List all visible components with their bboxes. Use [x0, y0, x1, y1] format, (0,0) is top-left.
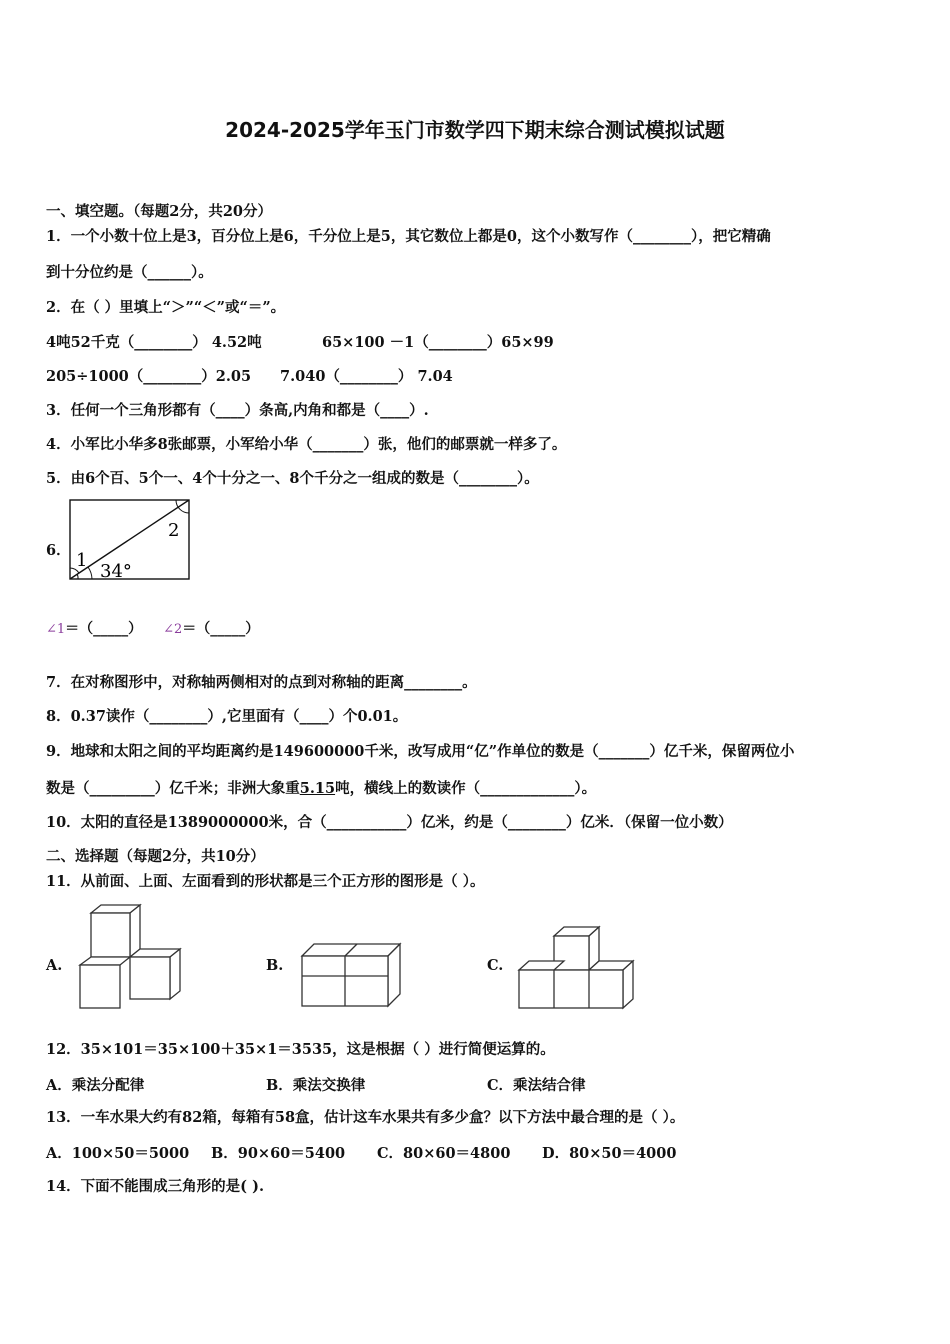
q11-option-a-label: A.	[46, 957, 63, 974]
question-1-line-2: 到十分位约是（______）。	[46, 264, 213, 281]
question-9-line-2	[46, 779, 596, 799]
question-10: 10．太阳的直径是1389000000米，合（___________）亿米，约是（________）亿米．（保留一位小数）	[46, 814, 733, 831]
q11-option-c-cubes	[515, 924, 639, 1014]
question-1-line-1: 1．一个小数十位上是3，百分位上是6，千分位上是5，其它数位上都是0，这个小数写作（________），把它精确	[46, 228, 771, 245]
question-2-row-1-right: 65×100 －1（________）65×99	[322, 334, 554, 351]
page-title: 2024-2025学年玉门市数学四下期末综合测试模拟试题	[225, 118, 725, 142]
q11-option-c-label: C.	[487, 957, 504, 974]
q11-option-b-label: B.	[266, 957, 284, 974]
question-12: 12．35×101＝35×100＋35×1＝3535，这是根据（ ）进行简便运算的。	[46, 1041, 555, 1058]
question-9-line-2-post: 吨，横线上的数读作（_____________）。	[335, 780, 597, 797]
angle-1-symbol: ∠1	[46, 622, 66, 637]
section-choice-heading: 二、选择题（每题2分，共10分）	[46, 848, 265, 865]
q11-option-b-cubes	[298, 940, 404, 1012]
q12-option-a: A．乘法分配律	[46, 1077, 145, 1094]
question-9-line-1: 9．地球和太阳之间的平均距离约是149600000千米，改写成用“亿”作单位的数是（_______）亿千米，保留两位小	[46, 743, 795, 760]
q12-option-c: C．乘法结合律	[487, 1077, 586, 1094]
angle-2-label: 2	[168, 520, 180, 541]
q13-option-a: A．100×50＝5000	[46, 1145, 190, 1162]
question-2-row-1-left: 4吨52千克（________） 4.52吨	[46, 334, 262, 351]
question-8: 8．0.37读作（________）,它里面有（____）个0.01。	[46, 708, 408, 725]
question-2: 2．在（ ）里填上“＞”“＜”或“＝”。	[46, 299, 286, 316]
question-7: 7．在对称图形中，对称轴两侧相对的点到对称轴的距离________。	[46, 674, 477, 691]
q11-option-a-cubes	[76, 903, 186, 1011]
q13-option-d: D．80×50＝4000	[542, 1145, 677, 1162]
question-13: 13．一车水果大约有82箱，每箱有58盒，估计这车水果共有多少盒？以下方法中最合理的是（ ）。	[46, 1109, 685, 1126]
q12-option-b: B．乘法交换律	[266, 1077, 366, 1094]
question-2-row-2-right: 7.040（________） 7.04	[280, 368, 453, 385]
rectangle-angle-figure	[68, 498, 192, 582]
angle-2-answer: ＝（_____）	[182, 621, 260, 637]
section-fill-blank-heading: 一、填空题。（每题2分，共20分）	[46, 203, 273, 220]
angle-34-label: 34°	[100, 561, 132, 582]
question-9-line-2-pre: 数是（_________）亿千米；非洲大象重	[46, 780, 300, 797]
question-3: 3．任何一个三角形都有（____）条高,内角和都是（____）.	[46, 402, 429, 419]
question-4: 4．小军比小华多8张邮票，小军给小华（_______）张，他们的邮票就一样多了。	[46, 436, 567, 453]
question-14: 14．下面不能围成三角形的是( ).	[46, 1178, 264, 1195]
q13-option-c: C．80×60＝4800	[377, 1145, 511, 1162]
question-11: 11．从前面、上面、左面看到的形状都是三个正方形的图形是（ ）。	[46, 873, 485, 890]
question-2-row-2-left: 205÷1000（________）2.05	[46, 368, 252, 385]
question-9-underlined-number: 5.15	[299, 780, 336, 797]
question-5: 5．由6个百、5个一、4个十分之一、8个千分之一组成的数是（________）。	[46, 470, 539, 487]
angle-1-label: 1	[76, 550, 88, 571]
question-6-answers	[46, 618, 259, 638]
angle-1-answer: ＝（_____）	[65, 621, 143, 637]
angle-2-symbol: ∠2	[163, 622, 183, 637]
q13-option-b: B．90×60＝5400	[211, 1145, 346, 1162]
question-6-number: 6．	[46, 542, 71, 559]
